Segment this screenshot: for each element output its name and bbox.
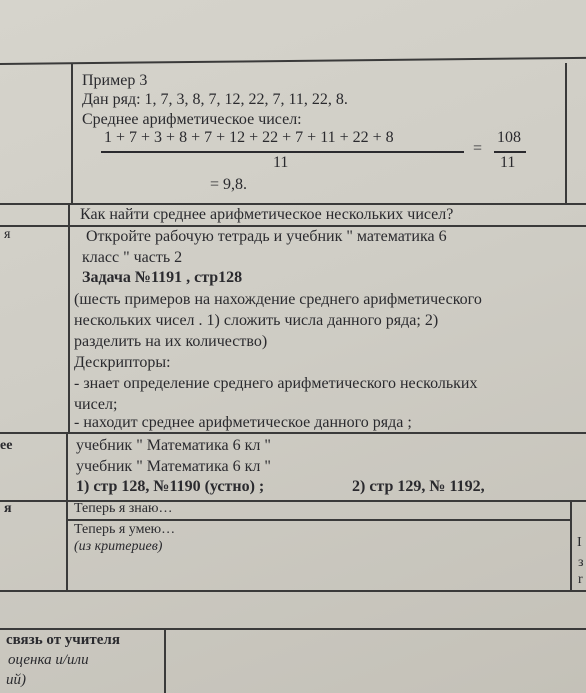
table-column-divider-right xyxy=(565,63,567,203)
result-numerator: 108 xyxy=(497,129,521,146)
descriptors-label: Дескрипторы: xyxy=(74,354,171,371)
result-fraction-bar xyxy=(494,151,526,153)
reflection-criteria: (из критериев) xyxy=(74,539,163,554)
homework-line: учебник " Математика 6 кл " xyxy=(76,437,271,454)
table-border-top xyxy=(0,57,586,65)
reflection-divider xyxy=(66,519,571,521)
question-text: Как найти среднее арифметическое нескольких чисел? xyxy=(80,206,454,223)
task-line: нескольких чисел . 1) сложить числа данного ряда; 2) xyxy=(74,312,439,329)
table-row-divider xyxy=(0,225,586,227)
reflection-now-know: Теперь я знаю… xyxy=(74,501,173,516)
task-heading: Задача №1191 , стр128 xyxy=(82,269,243,286)
table-column-divider-left xyxy=(71,63,73,203)
right-edge-fragment: r xyxy=(578,572,583,587)
right-edge-fragment: I xyxy=(577,535,582,550)
fraction-denominator: 11 xyxy=(273,154,289,171)
row-label-fragment: я xyxy=(4,227,11,242)
task-line: (шесть примеров на нахождение среднего арифметического xyxy=(74,291,482,308)
example-title: Пример 3 xyxy=(82,72,148,89)
table-row-divider xyxy=(0,432,586,434)
table-column-divider-left xyxy=(68,203,70,433)
feedback-border-top xyxy=(0,628,586,630)
task-line: класс " часть 2 xyxy=(82,249,183,266)
table-border-bottom xyxy=(0,590,586,592)
table-column-divider-left xyxy=(66,432,68,591)
task-line: Откройте рабочую тетрадь и учебник " математика 6 xyxy=(86,228,447,245)
fraction-bar xyxy=(101,151,464,153)
feedback-label: связь от учителя xyxy=(6,632,120,648)
row-label-fragment: я xyxy=(4,501,12,516)
reflection-now-can: Теперь я умею… xyxy=(74,522,176,537)
feedback-column-divider xyxy=(164,628,166,693)
homework-assignment: 1) стр 128, №1190 (устно) ; xyxy=(76,478,265,495)
descriptor-item: чисел; xyxy=(74,396,118,413)
descriptor-item: - знает определение среднего арифметического нескольких xyxy=(74,375,478,392)
table-row-divider xyxy=(0,203,586,205)
task-line: разделить на их количество) xyxy=(74,333,268,350)
equals-sign: = xyxy=(473,140,483,157)
result-value: = 9,8. xyxy=(210,176,248,193)
homework-line: учебник " Математика 6 кл " xyxy=(76,458,271,475)
result-denominator: 11 xyxy=(500,154,516,171)
right-edge-fragment: з xyxy=(578,555,584,570)
homework-assignment: 2) стр 129, № 1192, xyxy=(352,478,485,495)
feedback-label: ий) xyxy=(6,672,26,688)
table-column-divider-right xyxy=(570,500,572,591)
row-label-fragment: ее xyxy=(0,438,13,453)
mean-label: Среднее арифметическое чисел: xyxy=(82,111,302,128)
feedback-label: оценка и/или xyxy=(8,652,89,668)
series-line: Дан ряд: 1, 7, 3, 8, 7, 12, 22, 7, 11, 22, 8. xyxy=(82,91,348,108)
fraction-numerator: 1 + 7 + 3 + 8 + 7 + 12 + 22 + 7 + 11 + 22 + 8 xyxy=(104,129,394,146)
descriptor-item: - находит среднее арифметическое данного ряда ; xyxy=(74,414,412,431)
